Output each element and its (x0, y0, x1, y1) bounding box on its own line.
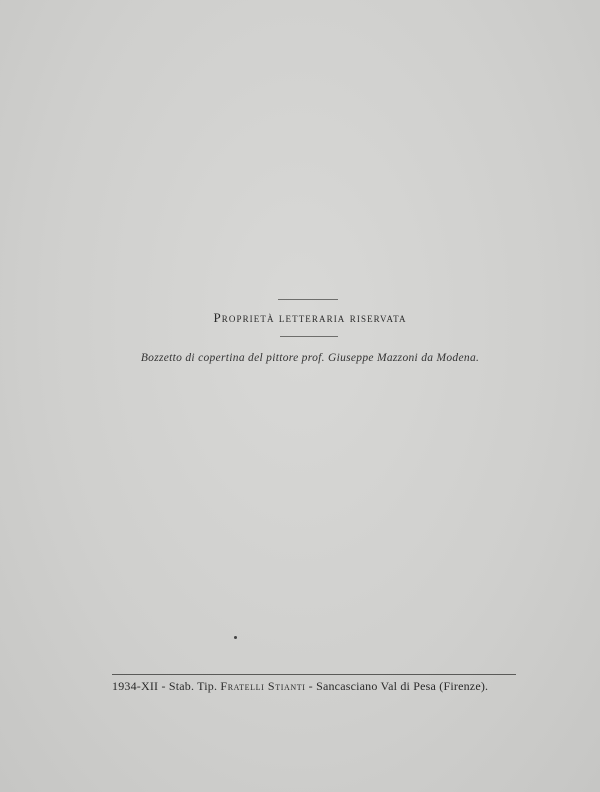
rights-notice: Proprietà letteraria riservata (213, 310, 407, 325)
cover-credit: Bozzetto di copertina del pittore prof. Giuseppe Mazzoni da Modena. (140, 352, 480, 364)
bottom-rule (280, 336, 338, 337)
printer-suffix: - Sancasciano Val di Pesa (Firenze). (305, 679, 489, 693)
top-rule (278, 299, 338, 300)
printer-prefix: 1934-XII - Stab. Tip. (112, 679, 221, 693)
ink-speck (234, 636, 237, 639)
printer-firm: Fratelli Stianti (220, 679, 306, 693)
footer-rule (112, 674, 516, 675)
printer-imprint (112, 679, 522, 694)
